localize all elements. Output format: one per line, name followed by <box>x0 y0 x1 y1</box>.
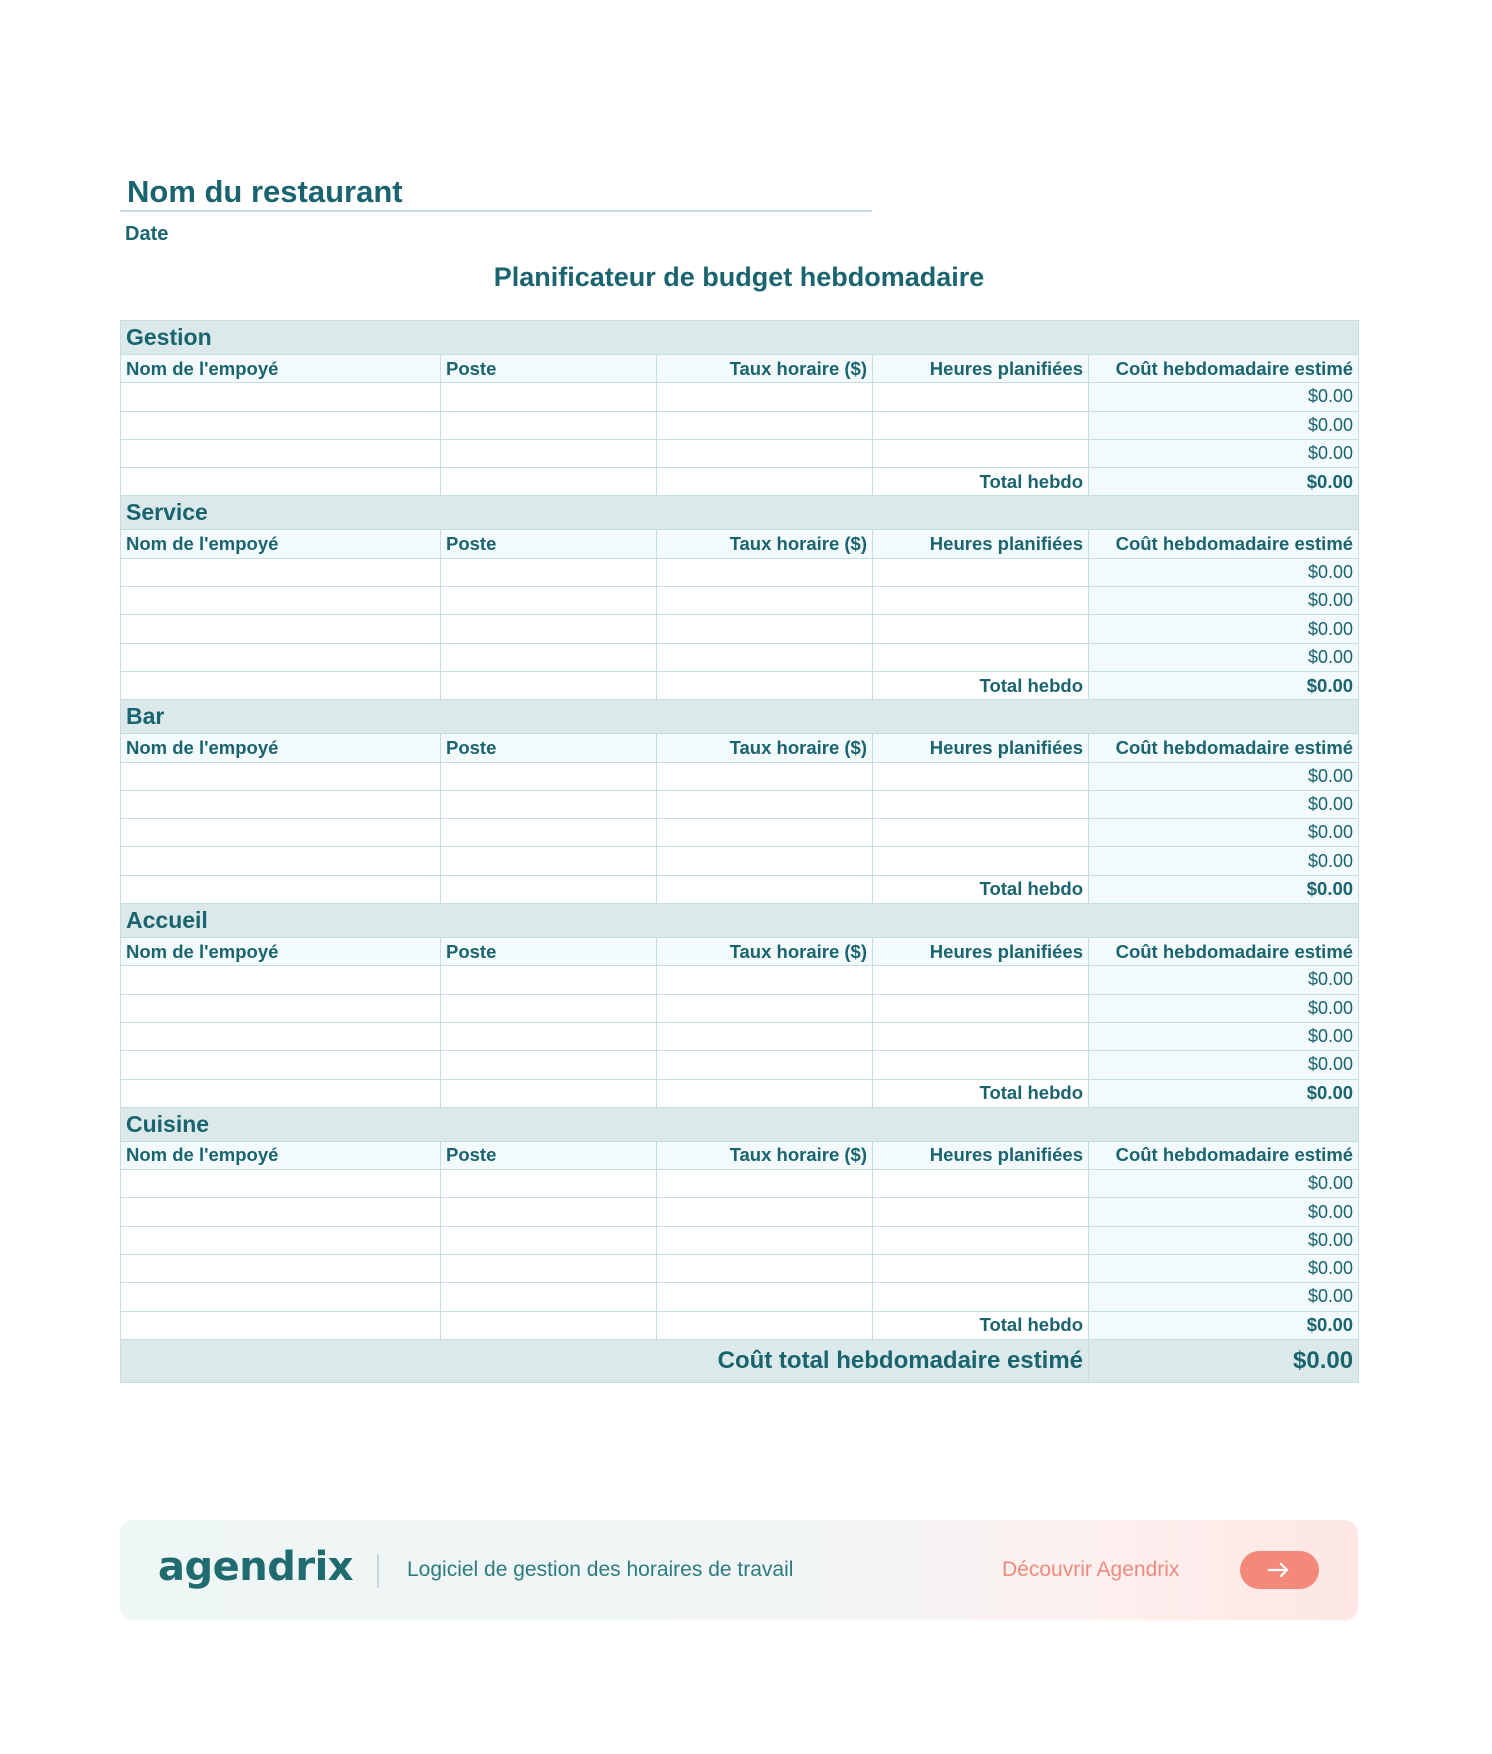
empty-cell <box>441 671 657 699</box>
section-title: Cuisine <box>121 1107 1359 1141</box>
employee-name-cell[interactable] <box>121 1022 441 1050</box>
empty-cell <box>441 1311 657 1339</box>
table-row <box>121 615 1359 643</box>
table-row <box>121 439 1359 467</box>
empty-cell <box>121 468 441 496</box>
restaurant-name-field[interactable] <box>120 170 872 212</box>
table-row <box>121 411 1359 439</box>
planned-hours-cell[interactable] <box>873 1051 1089 1079</box>
agendrix-logo: agendrix <box>158 1544 354 1590</box>
position-header: Poste <box>441 1141 657 1169</box>
grand-total-label: Coût total hebdomadaire estimé <box>121 1339 1089 1382</box>
empty-cell <box>657 1311 873 1339</box>
section-total-label: Total hebdo <box>873 1311 1089 1339</box>
position-cell[interactable] <box>441 966 657 994</box>
hourly-rate-cell[interactable] <box>657 994 873 1022</box>
weekly-cost-cell: $0.00 <box>1089 1226 1359 1254</box>
weekly-cost-cell: $0.00 <box>1089 439 1359 467</box>
hourly-rate-header: Taux horaire ($) <box>657 530 873 558</box>
section-total-label: Total hebdo <box>873 1079 1089 1107</box>
hourly-rate-cell[interactable] <box>657 1255 873 1283</box>
hourly-rate-cell[interactable] <box>657 1051 873 1079</box>
hourly-rate-cell[interactable] <box>657 1170 873 1198</box>
table-row <box>121 587 1359 615</box>
restaurant-name-label: Nom du restaurant <box>127 174 403 209</box>
position-cell[interactable] <box>441 1051 657 1079</box>
weekly-cost-cell: $0.00 <box>1089 847 1359 875</box>
hourly-rate-cell[interactable] <box>657 411 873 439</box>
position-header: Poste <box>441 530 657 558</box>
planned-hours-cell[interactable] <box>873 558 1089 586</box>
discover-agendrix-link[interactable]: Découvrir Agendrix <box>1002 1558 1180 1581</box>
section-header-row <box>121 904 1359 938</box>
hourly-rate-cell[interactable] <box>657 615 873 643</box>
table-row <box>121 994 1359 1022</box>
planned-hours-cell[interactable] <box>873 615 1089 643</box>
position-cell[interactable] <box>441 558 657 586</box>
hourly-rate-cell[interactable] <box>657 1198 873 1226</box>
planned-hours-header: Heures planifiées <box>873 355 1089 383</box>
weekly-cost-cell: $0.00 <box>1089 1022 1359 1050</box>
section-total-label: Total hebdo <box>873 671 1089 699</box>
hourly-rate-cell[interactable] <box>657 1022 873 1050</box>
section-title: Gestion <box>121 321 1359 355</box>
planned-hours-header: Heures planifiées <box>873 530 1089 558</box>
planned-hours-cell[interactable] <box>873 847 1089 875</box>
hourly-rate-cell[interactable] <box>657 558 873 586</box>
employee-name-cell[interactable] <box>121 1198 441 1226</box>
banner-tagline: Logiciel de gestion des horaires de travail <box>407 1558 794 1581</box>
planned-hours-cell[interactable] <box>873 1255 1089 1283</box>
empty-cell <box>657 875 873 903</box>
planned-hours-cell[interactable] <box>873 587 1089 615</box>
position-cell[interactable] <box>441 1226 657 1254</box>
table-row <box>121 1051 1359 1079</box>
planned-hours-header: Heures planifiées <box>873 938 1089 966</box>
weekly-cost-cell: $0.00 <box>1089 411 1359 439</box>
position-cell[interactable] <box>441 1170 657 1198</box>
arrow-right-icon <box>1267 1562 1291 1578</box>
employee-name-cell[interactable] <box>121 558 441 586</box>
page-title: Planificateur de budget hebdomadaire <box>493 262 985 292</box>
hourly-rate-cell[interactable] <box>657 966 873 994</box>
empty-cell <box>657 671 873 699</box>
hourly-rate-header: Taux horaire ($) <box>657 355 873 383</box>
section-header-row <box>121 496 1359 530</box>
weekly-cost-cell: $0.00 <box>1089 1283 1359 1311</box>
position-cell[interactable] <box>441 994 657 1022</box>
employee-name-cell[interactable] <box>121 439 441 467</box>
weekly-cost-cell: $0.00 <box>1089 819 1359 847</box>
section-total-value: $0.00 <box>1089 1311 1359 1339</box>
section-total-value: $0.00 <box>1089 468 1359 496</box>
budget-table <box>120 320 1359 1383</box>
employee-name-cell[interactable] <box>121 383 441 411</box>
weekly-cost-cell: $0.00 <box>1089 994 1359 1022</box>
position-cell[interactable] <box>441 439 657 467</box>
hourly-rate-cell[interactable] <box>657 587 873 615</box>
table-row <box>121 1170 1359 1198</box>
empty-cell <box>441 875 657 903</box>
section-total-label: Total hebdo <box>873 875 1089 903</box>
table-row <box>121 1198 1359 1226</box>
employee-name-header: Nom de l'empoyé <box>121 355 441 383</box>
table-row <box>121 383 1359 411</box>
table-row <box>121 966 1359 994</box>
empty-cell <box>441 468 657 496</box>
position-header: Poste <box>441 355 657 383</box>
planned-hours-cell[interactable] <box>873 383 1089 411</box>
position-cell[interactable] <box>441 1198 657 1226</box>
section-total-value: $0.00 <box>1089 671 1359 699</box>
section-total-row <box>121 1311 1359 1339</box>
section-total-row <box>121 468 1359 496</box>
planned-hours-header: Heures planifiées <box>873 1141 1089 1169</box>
date-label: Date <box>125 223 169 245</box>
hourly-rate-header: Taux horaire ($) <box>657 734 873 762</box>
grand-total-row <box>121 1339 1359 1382</box>
table-row <box>121 819 1359 847</box>
section-header-row <box>121 1107 1359 1141</box>
employee-name-cell[interactable] <box>121 1170 441 1198</box>
employee-name-cell[interactable] <box>121 819 441 847</box>
hourly-rate-cell[interactable] <box>657 383 873 411</box>
weekly-cost-header: Coût hebdomadaire estimé <box>1089 355 1359 383</box>
employee-name-cell[interactable] <box>121 762 441 790</box>
hourly-rate-cell[interactable] <box>657 1226 873 1254</box>
column-header-row <box>121 1141 1359 1169</box>
weekly-cost-header: Coût hebdomadaire estimé <box>1089 734 1359 762</box>
grand-total-value: $0.00 <box>1089 1339 1359 1382</box>
column-header-row <box>121 734 1359 762</box>
employee-name-cell[interactable] <box>121 1051 441 1079</box>
position-cell[interactable] <box>441 383 657 411</box>
section-total-row <box>121 1079 1359 1107</box>
weekly-cost-cell: $0.00 <box>1089 1198 1359 1226</box>
employee-name-header: Nom de l'empoyé <box>121 530 441 558</box>
table-row <box>121 1022 1359 1050</box>
position-cell[interactable] <box>441 847 657 875</box>
column-header-row <box>121 530 1359 558</box>
employee-name-header: Nom de l'empoyé <box>121 938 441 966</box>
section-total-value: $0.00 <box>1089 1079 1359 1107</box>
empty-cell <box>657 1079 873 1107</box>
position-cell[interactable] <box>441 587 657 615</box>
position-cell[interactable] <box>441 411 657 439</box>
weekly-cost-cell: $0.00 <box>1089 1170 1359 1198</box>
table-row <box>121 643 1359 671</box>
hourly-rate-cell[interactable] <box>657 1283 873 1311</box>
banner-divider <box>377 1554 379 1588</box>
empty-cell <box>121 875 441 903</box>
table-row <box>121 1226 1359 1254</box>
table-row <box>121 1255 1359 1283</box>
section-total-label: Total hebdo <box>873 468 1089 496</box>
position-cell[interactable] <box>441 819 657 847</box>
position-cell[interactable] <box>441 762 657 790</box>
section-header-row <box>121 321 1359 355</box>
planned-hours-cell[interactable] <box>873 966 1089 994</box>
table-row <box>121 847 1359 875</box>
table-row <box>121 1283 1359 1311</box>
planned-hours-cell[interactable] <box>873 1022 1089 1050</box>
section-total-row <box>121 671 1359 699</box>
position-cell[interactable] <box>441 1255 657 1283</box>
hourly-rate-cell[interactable] <box>657 847 873 875</box>
planned-hours-cell[interactable] <box>873 819 1089 847</box>
employee-name-cell[interactable] <box>121 1283 441 1311</box>
employee-name-cell[interactable] <box>121 643 441 671</box>
table-row <box>121 558 1359 586</box>
weekly-cost-cell: $0.00 <box>1089 558 1359 586</box>
position-cell[interactable] <box>441 1022 657 1050</box>
position-header: Poste <box>441 734 657 762</box>
planned-hours-cell[interactable] <box>873 643 1089 671</box>
weekly-cost-cell: $0.00 <box>1089 383 1359 411</box>
planned-hours-header: Heures planifiées <box>873 734 1089 762</box>
hourly-rate-header: Taux horaire ($) <box>657 1141 873 1169</box>
planned-hours-cell[interactable] <box>873 994 1089 1022</box>
section-total-value: $0.00 <box>1089 875 1359 903</box>
weekly-cost-header: Coût hebdomadaire estimé <box>1089 1141 1359 1169</box>
section-title: Accueil <box>121 904 1359 938</box>
empty-cell <box>657 468 873 496</box>
section-header-row <box>121 700 1359 734</box>
employee-name-header: Nom de l'empoyé <box>121 1141 441 1169</box>
weekly-cost-cell: $0.00 <box>1089 587 1359 615</box>
section-title: Service <box>121 496 1359 530</box>
empty-cell <box>121 1311 441 1339</box>
weekly-cost-cell: $0.00 <box>1089 1255 1359 1283</box>
hourly-rate-cell[interactable] <box>657 439 873 467</box>
empty-cell <box>441 1079 657 1107</box>
table-row <box>121 790 1359 818</box>
planned-hours-cell[interactable] <box>873 1226 1089 1254</box>
table-row <box>121 762 1359 790</box>
hourly-rate-header: Taux horaire ($) <box>657 938 873 966</box>
weekly-cost-cell: $0.00 <box>1089 790 1359 818</box>
employee-name-cell[interactable] <box>121 847 441 875</box>
employee-name-cell[interactable] <box>121 1226 441 1254</box>
position-cell[interactable] <box>441 615 657 643</box>
column-header-row <box>121 938 1359 966</box>
section-title: Bar <box>121 700 1359 734</box>
weekly-cost-cell: $0.00 <box>1089 643 1359 671</box>
planned-hours-cell[interactable] <box>873 439 1089 467</box>
employee-name-cell[interactable] <box>121 966 441 994</box>
employee-name-cell[interactable] <box>121 1255 441 1283</box>
employee-name-cell[interactable] <box>121 587 441 615</box>
planned-hours-cell[interactable] <box>873 762 1089 790</box>
position-cell[interactable] <box>441 643 657 671</box>
position-header: Poste <box>441 938 657 966</box>
hourly-rate-cell[interactable] <box>657 790 873 818</box>
discover-agendrix-button[interactable] <box>1240 1551 1319 1589</box>
weekly-cost-cell: $0.00 <box>1089 1051 1359 1079</box>
hourly-rate-cell[interactable] <box>657 762 873 790</box>
weekly-cost-header: Coût hebdomadaire estimé <box>1089 938 1359 966</box>
weekly-cost-cell: $0.00 <box>1089 966 1359 994</box>
position-cell[interactable] <box>441 790 657 818</box>
planned-hours-cell[interactable] <box>873 411 1089 439</box>
employee-name-cell[interactable] <box>121 411 441 439</box>
hourly-rate-cell[interactable] <box>657 643 873 671</box>
empty-cell <box>121 1079 441 1107</box>
planned-hours-cell[interactable] <box>873 790 1089 818</box>
planned-hours-cell[interactable] <box>873 1170 1089 1198</box>
empty-cell <box>121 671 441 699</box>
planned-hours-cell[interactable] <box>873 1283 1089 1311</box>
position-cell[interactable] <box>441 1283 657 1311</box>
agendrix-banner[interactable] <box>120 1520 1358 1620</box>
hourly-rate-cell[interactable] <box>657 819 873 847</box>
employee-name-cell[interactable] <box>121 615 441 643</box>
section-total-row <box>121 875 1359 903</box>
employee-name-cell[interactable] <box>121 790 441 818</box>
column-header-row <box>121 355 1359 383</box>
employee-name-cell[interactable] <box>121 994 441 1022</box>
weekly-cost-header: Coût hebdomadaire estimé <box>1089 530 1359 558</box>
weekly-cost-cell: $0.00 <box>1089 762 1359 790</box>
planned-hours-cell[interactable] <box>873 1198 1089 1226</box>
employee-name-header: Nom de l'empoyé <box>121 734 441 762</box>
weekly-cost-cell: $0.00 <box>1089 615 1359 643</box>
